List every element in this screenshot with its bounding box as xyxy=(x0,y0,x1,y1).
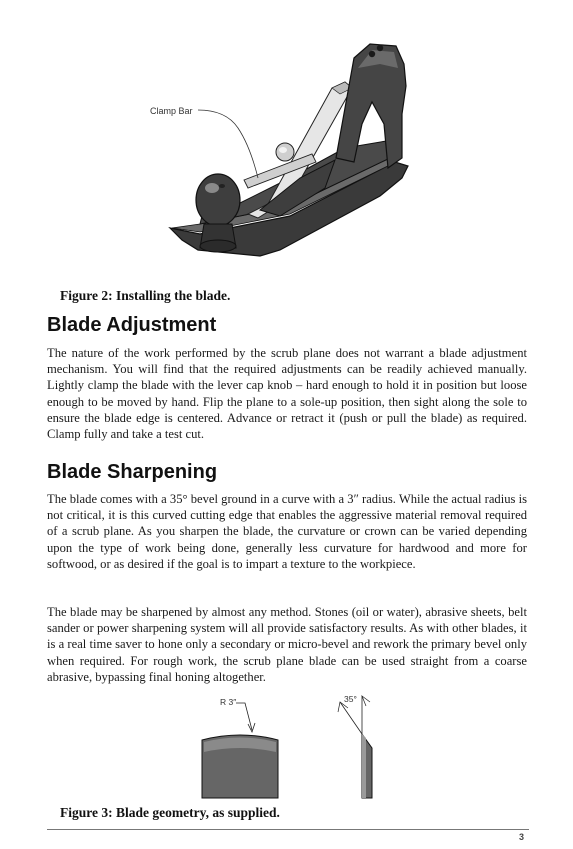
page-number: 3 xyxy=(519,832,525,842)
blade-sharpening-heading: Blade Sharpening xyxy=(47,461,218,483)
blade-sharpening-paragraph-2: The blade may be sharpened by almost any method. Stones (oil or water), abrasive sheets, belt sander or power sharpening system will all provide satisfactory results. As with other blades, it is a real time saver to hone only a secondary or micro-bevel and rework the primary bevel only when required. For rough work, the scrub plane blade can be used straight from a coarse abrasive, bypassing final honing altogether. xyxy=(47,605,527,684)
clamp-bar-callout: Clamp Bar xyxy=(150,106,193,116)
scrub-plane-illustration xyxy=(140,28,430,278)
bevel-angle-label: 35° xyxy=(344,694,357,704)
figure-2-caption: Figure 2: Installing the blade. xyxy=(60,288,231,303)
blade-adjustment-paragraph: The nature of the work performed by the scrub plane does not warrant a blade adjustment mechanism. You will find that the required adjustments can be readily achieved manually. Lightly clamp the blade with the lever cap knob – hard enough to hold it in position but loose enough to be moved by hand. Flip the plane to a sole-up position, then sight along the sole to ensure the blade edge is centered. Advance or retract it (push or pull the blade) as required. Clamp fully and take a test cut. xyxy=(47,346,527,442)
footer-rule xyxy=(47,829,529,830)
blade-adjustment-heading: Blade Adjustment xyxy=(47,314,217,336)
blade-sharpening-paragraph-1: The blade comes with a 35° bevel ground in a curve with a 3″ radius. While the actual radius is not critical, it is this curved cutting edge that enables the aggressive material removal required of a scrub plane. As you sharpen the blade, the curvature or crown can be varied depending upon the type of work being done, generally less curvature for hardwood and more for softwood, or as desired if the goal is to impart a texture to the workpiece. xyxy=(47,492,527,571)
radius-label: R 3″ xyxy=(220,697,237,707)
figure-3-caption: Figure 3: Blade geometry, as supplied. xyxy=(60,805,280,820)
